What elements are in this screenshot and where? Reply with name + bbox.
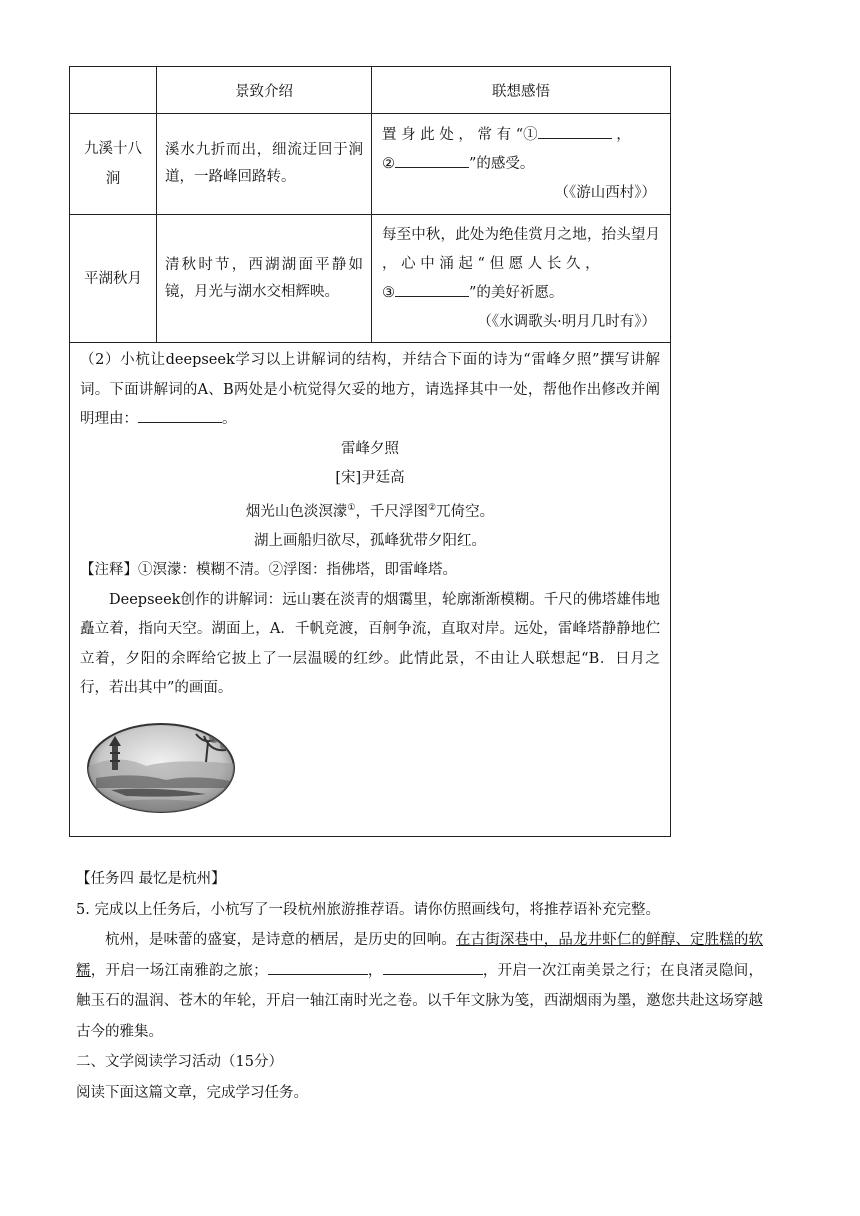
question-2-row (70, 343, 671, 837)
poem-notes: 【注释】①溟濛：模糊不清。②浮图：指佛塔，即雷峰塔。 (80, 562, 457, 579)
table-row (70, 215, 671, 343)
poem-title: 雷峰夕照 (341, 440, 399, 457)
scene-feeling: 每至中秋，此处为绝佳赏月之地，抬头望月 ， 心 中 涌 起 “ 但 愿 人 长 久 ， ③ ”的美好祈愿。 （《水调歌头·明月几时有》） (372, 215, 671, 343)
answer-blank-5a[interactable] (268, 960, 368, 975)
scene-name: 九溪十八涧 (70, 114, 157, 215)
poem-source: （《游山西村》） (554, 184, 656, 201)
header-empty (70, 67, 157, 114)
scene-intro: 溪水九折而出，细流迂回于涧道，一路峰回路转。 (157, 114, 372, 215)
section-2-instruction: 阅读下面这篇文章，完成学习任务。 (76, 1084, 308, 1101)
poem-source: （《水调歌头·明月几时有》） (477, 313, 656, 330)
header-intro: 景致介绍 (157, 67, 372, 114)
ink-painting-image (86, 722, 236, 814)
underlined-sentence: 在古街深巷中，品龙井虾仁的鲜醇、定胜糕的软糯 (76, 932, 763, 979)
poem-line-2: 湖上画船归欲尽，孤峰犹带夕阳红。 (254, 532, 486, 549)
scene-feeling: 置 身 此 处 ， 常 有 “① ， ② ”的感受。 （《游山西村》） (372, 114, 671, 215)
feeling-text: 置 身 此 处 ， 常 有 “① (382, 126, 538, 143)
answer-blank-2[interactable] (395, 153, 469, 168)
feeling-text: 每至中秋，此处为绝佳赏月之地，抬头望月 ， 心 中 涌 起 “ 但 愿 人 长 久 ， (382, 226, 660, 272)
task-four-heading: 【任务四 最忆是杭州】 (76, 871, 226, 887)
answer-blank-q2[interactable] (138, 408, 222, 423)
header-feeling: 联想感悟 (372, 67, 671, 114)
question-2-cell (70, 343, 671, 837)
answer-blank-1[interactable] (538, 124, 612, 139)
scenery-table (69, 66, 671, 837)
task-four-section (76, 864, 764, 1108)
table-row (70, 114, 671, 215)
recommendation-paragraph: 杭州，是味蕾的盛宴，是诗意的栖居，是历史的回响。在古街深巷中，品龙井虾仁的鲜醇、定胜糕的软糯，开启一场江南雅韵之旅； ， ，开启一次江南美景之行；在良渚灵隐间，触玉石的温润、苍木的年轮，开启一轴江南时光之卷。以千年文脉为笺，西湖烟雨为墨，邀您共赴这场穿越古今的雅集。 (76, 932, 764, 1040)
answer-blank-5b[interactable] (383, 960, 483, 975)
deepseek-text: Deepseek创作的讲解词：远山裹在淡青的烟霭里，轮廓渐渐模糊。千尺的佛塔雄伟地矗立着，指向天空。湖面上，A．千帆竞渡，百舸争流，直取对岸。远处，雷峰塔静静地伫立着，夕阳的余晖给它披上了一层温暖的红纱。此情此景，不由让人联想起“B．日月之行，若出其中”的画面。 (80, 591, 660, 697)
scene-name: 平湖秋月 (70, 215, 157, 343)
section-2-heading: 二、文学阅读学习活动（15分） (76, 1054, 283, 1070)
question-5: 5. 完成以上任务后，小杭写了一段杭州旅游推荐语。请你仿照画线句，将推荐语补充完整。 (76, 901, 660, 918)
poem-line-1: 烟光山色淡溟濛①，千尺浮图②兀倚空。 (245, 502, 495, 520)
poem-author: [宋]尹廷高 (335, 470, 405, 486)
answer-blank-3[interactable] (395, 282, 469, 297)
question-2-prompt: （2）小杭让deepseek学习以上讲解词的结构，并结合下面的诗为“雷峰夕照”撰写讲解词。下面讲解词的A、B两处是小杭觉得欠妥的地方，请选择其中一处，帮他作出修改并阐明理由： 。 (80, 352, 660, 427)
scene-intro: 清秋时节，西湖湖面平静如镜，月光与湖水交相辉映。 (157, 215, 372, 343)
table-header-row (70, 67, 671, 114)
